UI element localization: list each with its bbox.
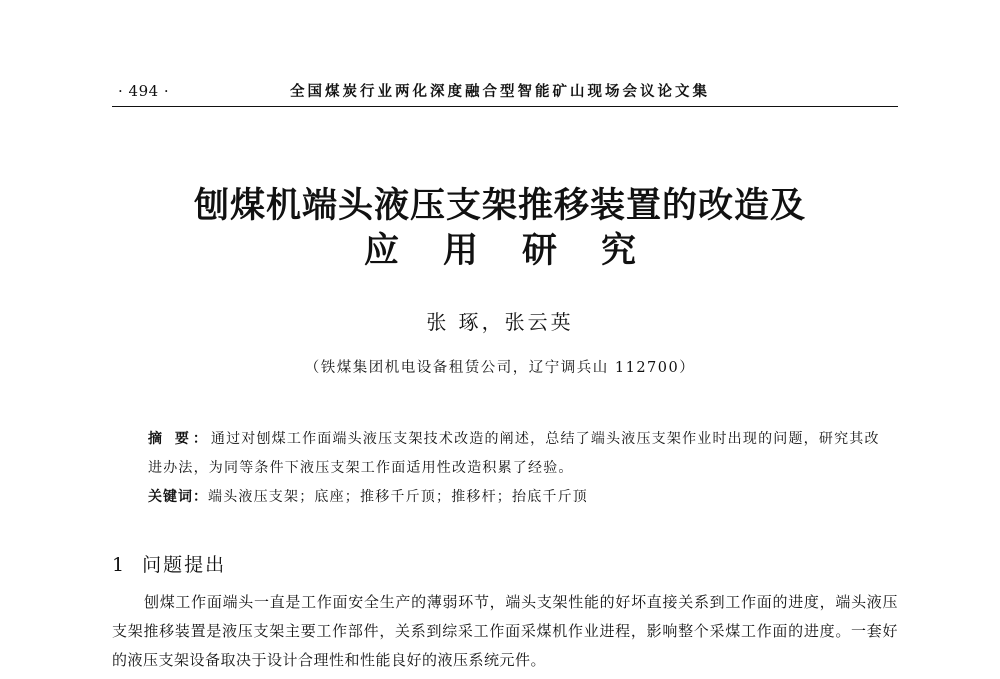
abstract-paragraph [148, 425, 883, 483]
paper-title-line-2: 应用研究 [363, 230, 680, 271]
affiliation: （铁煤集团机电设备租赁公司，辽宁调兵山 112700） [304, 360, 696, 376]
header-rule [112, 106, 898, 107]
keywords-text: 端头液压支架；底座；推移千斤顶；推移杆；抬底千斤顶 [208, 489, 588, 505]
running-head-title: 全国煤炭行业两化深度融合型智能矿山现场会议论文集 [290, 83, 710, 100]
authors: 张 琢，张云英 [426, 310, 574, 334]
paper-title-line-1: 刨煤机端头液压支架推移装置的改造及 [193, 185, 806, 226]
abstract-label: 摘 要： [148, 431, 211, 447]
body-text [112, 588, 898, 675]
abstract-text: 通过对刨煤工作面端头液压支架技术改造的阐述，总结了端头液压支架作业时出现的问题，研究其改进办法，为同等条件下液压支架工作面适用性改造积累了经验。 [148, 431, 880, 476]
body-paragraph: 刨煤工作面端头一直是工作面安全生产的薄弱环节，端头支架性能的好坏直接关系到工作面的进度，端头液压支架推移装置是液压支架主要工作部件，关系到综采工作面采煤机作业进程，影响整个采煤工作面的进度。一套好的液压支架设备取决于设计合理性和性能良好的液压系统元件。 [112, 593, 898, 669]
abstract-block [148, 425, 883, 512]
section-number: 1 [112, 554, 127, 576]
section-heading [112, 550, 226, 577]
section-title: 问题提出 [142, 554, 227, 576]
page-number: · 494 · [118, 82, 170, 100]
keywords-label: 关键词： [148, 489, 208, 505]
keywords-paragraph [148, 483, 883, 512]
